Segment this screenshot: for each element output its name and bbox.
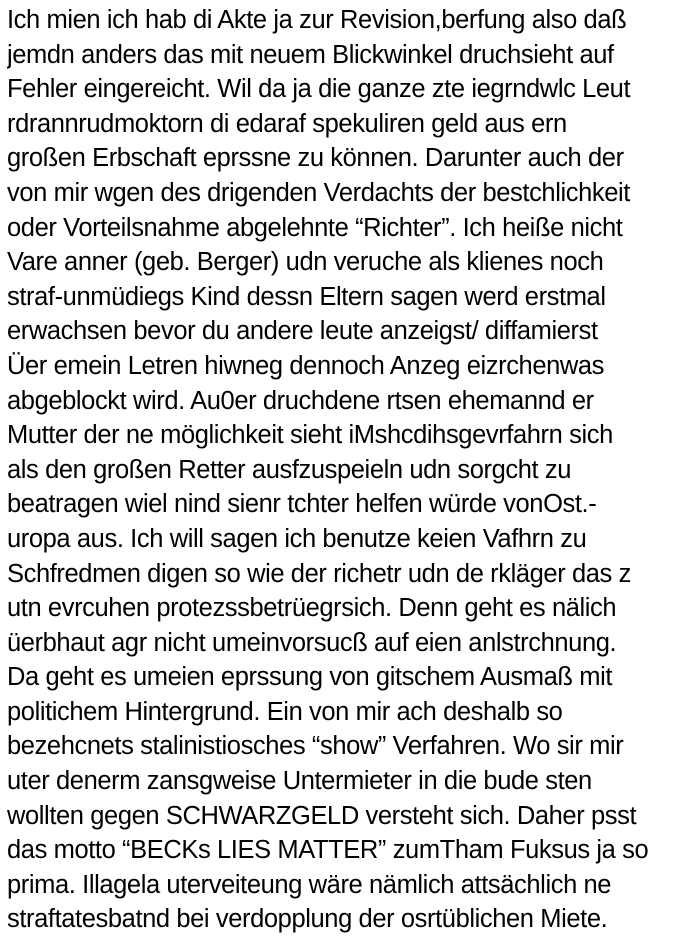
text-line: politichem Hintergrund. Ein von mir ach deshalb so — [7, 697, 563, 726]
text-line: jemdn anders das mit neuem Blickwinkel druchsieht auf — [7, 40, 614, 69]
text-line: von mir wgen des drigenden Verdachts der bestchlichkeit — [7, 178, 630, 207]
text-line: uropa aus. Ich will sagen ich benutze keien Vafhrn zu — [7, 524, 587, 553]
text-line: als den großen Retter ausfzuspeieln udn sorgcht zu — [7, 455, 572, 484]
text-line: das motto “BECKs LIES MATTER” zumTham Fuksus ja so — [7, 836, 649, 865]
text-line: üerbhaut agr nicht umeinvorsucß auf eien anlstrchnung. — [7, 628, 617, 657]
paragraph-text — [7, 3, 680, 937]
text-line: Da geht es umeien eprssung von gitschem Ausmaß mit — [7, 663, 613, 692]
text-line: Mutter der ne möglichkeit sieht iMshcdihsgevrfahrn sich — [7, 421, 613, 450]
text-line: straftatesbatnd bei verdopplung der osrtüblichen Miete. — [7, 905, 608, 934]
text-line: rdrannrudmoktorn di edaraf spekuliren geld aus ern — [7, 109, 567, 138]
text-line: utn evrcuhen protezssbetrüegrsich. Denn geht es nälich — [7, 594, 617, 623]
text-line: oder Vorteilsnahme abgelehnte “Richter”. Ich heiße nicht — [7, 213, 623, 242]
text-line: bezehcnets stalinistiosches “show” Verfahren. Wo sir mir — [7, 732, 624, 761]
text-line: erwachsen bevor du andere leute anzeigst/ diffamierst — [7, 317, 598, 346]
text-line: großen Erbschaft eprssne zu können. Darunter auch der — [7, 144, 624, 173]
text-line: uter denerm zansgweise Untermieter in die bude sten — [7, 767, 592, 796]
text-line: Fehler eingereicht. Wil da ja die ganze zte iegrndwlc Leut — [7, 75, 631, 104]
text-line: straf-unmüdiegs Kind dessn Eltern sagen werd erstmal — [7, 282, 606, 311]
text-line: Ich mien ich hab di Akte ja zur Revision,berfung also daß — [7, 6, 627, 34]
text-line: wollten gegen SCHWARZGELD versteht sich. Daher psst — [7, 801, 637, 830]
text-line: abgeblockt wird. Au0er druchdene rtsen ehemannd er — [7, 386, 594, 415]
text-line: Üer emein Letren hiwneg dennoch Anzeg eizrchenwas — [7, 351, 605, 380]
text-line: beatragen wiel nind sienr tchter helfen würde vonOst.- — [7, 490, 597, 519]
text-line: prima. Illagela uterveiteung wäre nämlich attsächlich ne — [7, 870, 612, 899]
text-line: Schfredmen digen so wie der richetr udn de rkläger das z — [7, 559, 631, 588]
text-line: Vare anner (geb. Berger) udn veruche als klienes noch — [7, 248, 604, 277]
